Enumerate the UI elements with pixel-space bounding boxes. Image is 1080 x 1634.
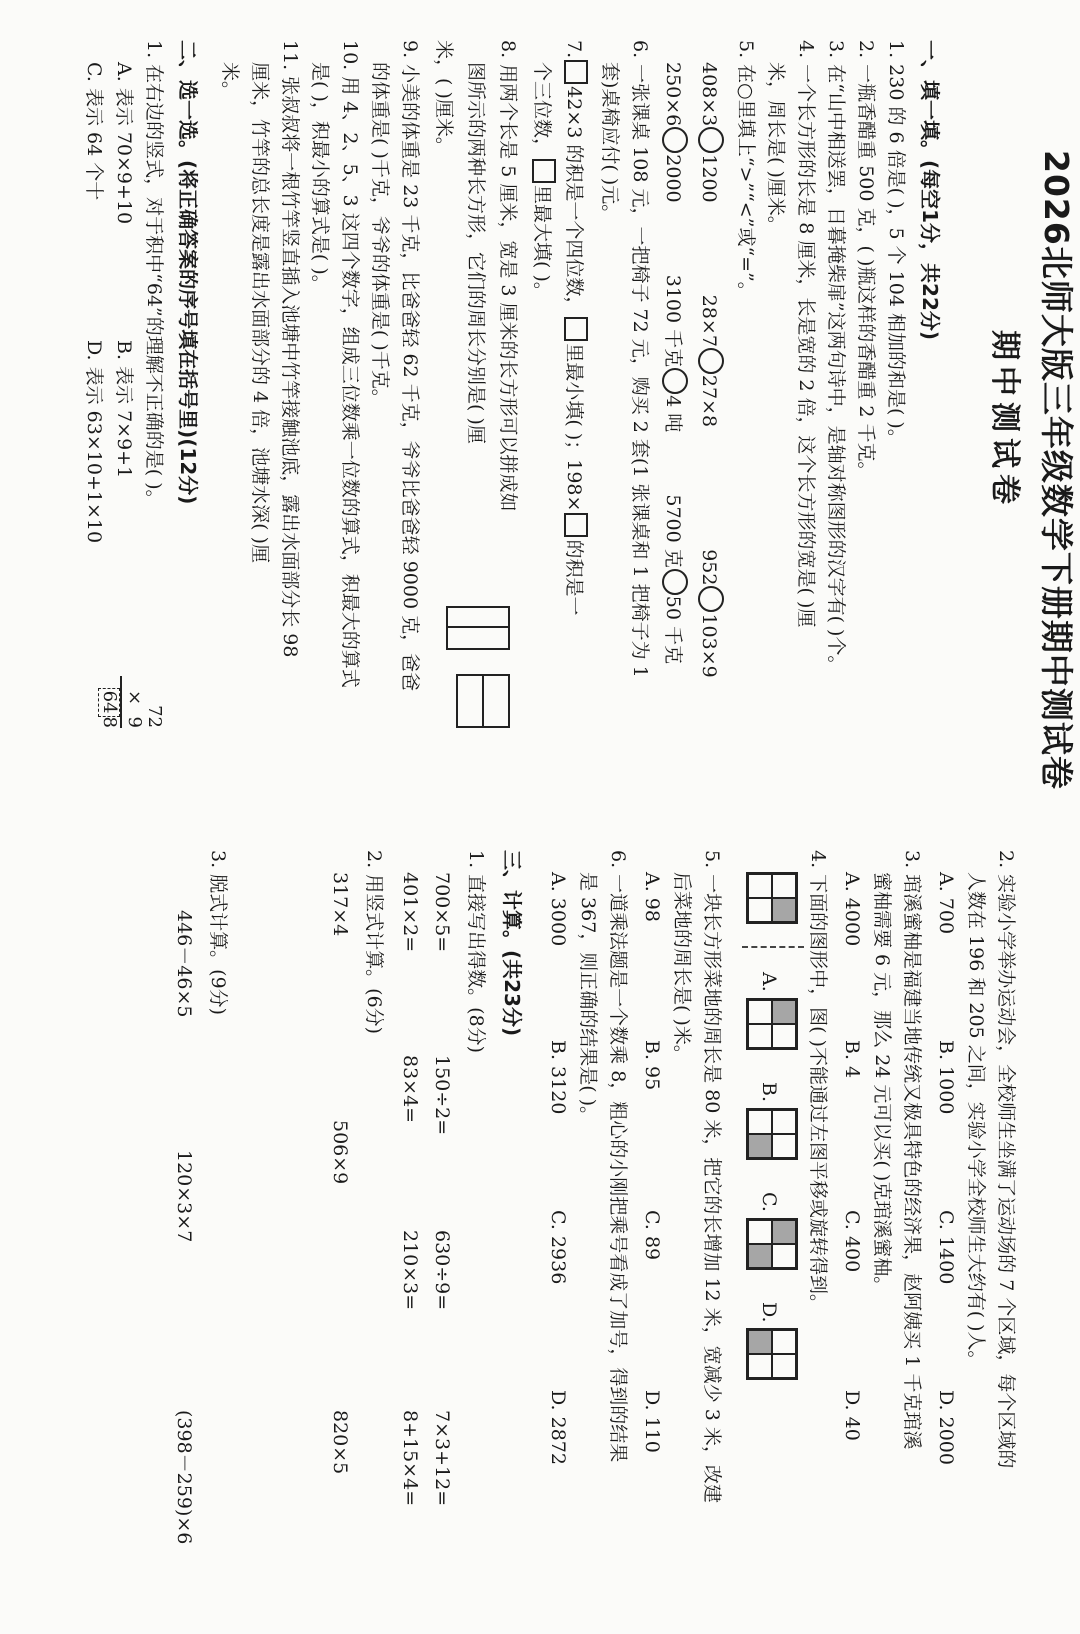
s1-q8-line1: 8. 用两个长是 5 厘米，宽是 3 厘米的长方形可以拼成如: [497, 40, 519, 512]
s2-q1-opt-b[interactable]: B. 表示 7×9+1: [113, 340, 135, 479]
s1-q11-line3: 米。: [219, 62, 241, 101]
s1-q6-line1: 6. 一张课桌 108 元，一把椅子 72 元，购买 2 套(1 张课桌和 1 把椅子为 1: [629, 40, 651, 678]
s2-q3-opt-c[interactable]: C. 400: [841, 1210, 863, 1273]
compare-circle[interactable]: [662, 569, 688, 595]
blank-square[interactable]: [564, 317, 588, 341]
s1-q9-line1: 9. 小美的体重是 23 千克，比爸爸轻 62 千克，爷爷比爸爸轻 9000 克，爸爸: [399, 40, 421, 692]
s1-q10-line2: 是( )，积最小的算式是( )。: [309, 62, 331, 294]
figure-option-a[interactable]: [746, 998, 798, 1050]
s1-q8-line3: 米，( )厘米。: [433, 40, 455, 156]
section1-heading: 一、填一填。(每空1分，共22分): [918, 40, 942, 341]
s1-q4-line1: 4. 一个长方形的长是 8 厘米，长是宽的 2 倍，这个长方形的宽是( )厘: [795, 40, 817, 628]
s2-q6-line2: 是 367，则正确的结果是( )。: [577, 872, 599, 1126]
figure-original: [746, 872, 798, 924]
s2-q1-opt-c[interactable]: C. 表示 64 个十: [83, 62, 105, 201]
last-digit: 8: [99, 716, 120, 728]
s2-q5-opt-d[interactable]: D. 110: [641, 1390, 663, 1453]
figure-option-b[interactable]: [746, 1108, 798, 1160]
blank-square[interactable]: [564, 60, 588, 84]
figure-divider: [742, 946, 804, 948]
s1-q5-row2: 250×62000 3100 千克4 吨 5700 克50 千克: [661, 62, 688, 664]
s2-q6-opt-c[interactable]: C. 2936: [547, 1210, 569, 1285]
section3-heading: 三、计算。(共23分): [500, 850, 524, 1037]
compare-circle[interactable]: [698, 348, 724, 374]
s3-q2-item2: 506×9: [329, 1120, 351, 1185]
s1-q5: 5. 在○里填上“>”“<”或“=”。: [735, 40, 757, 301]
s2-q5-line2: 后菜地的周长是( )米。: [671, 872, 693, 1064]
s2-q1: 1. 在右边的竖式，对于积中“64”的理解不正确的是( )。: [143, 40, 165, 509]
s2-q6-opt-a[interactable]: A. 3000: [547, 872, 569, 947]
s2-q3-opt-d[interactable]: D. 40: [841, 1390, 863, 1441]
s2-q6-line1: 6. 一道乘法题是一个数乘 8，粗心的小刚把乘号看成了加号，得到的结果: [607, 850, 629, 1463]
s3-q1-r1c2: 150÷2=: [431, 1055, 453, 1136]
s1-q9-line2: 的体重是( )千克，爷爷的体重是( )千克。: [369, 62, 391, 408]
s3-q2: 2. 用竖式计算。(6分): [363, 850, 385, 1035]
q4-label-d[interactable]: D.: [758, 1302, 780, 1323]
compare-circle[interactable]: [662, 368, 688, 394]
s1-q11-line1: 11. 张叔叔将一根竹竿竖直插入池塘中竹竿接触池底，露出水面部分长 98: [279, 40, 301, 658]
s2-q2-opt-c[interactable]: C. 1400: [935, 1210, 957, 1285]
s2-q5-line1: 5. 一块长方形菜地的周长是 80 米，把它的长增加 12 米，宽减少 3 米，改建: [701, 850, 723, 1503]
s1-q3: 3. 在“山中相送罢，日暮掩柴扉”这两句诗中，是轴对称图形的汉字有( )个。: [825, 40, 847, 675]
s1-q2: 2. 一瓶香醋重 500 克，( )瓶这样的香醋重 2 千克。: [855, 40, 877, 481]
s3-q1: 1. 直接写出得数。(8分): [465, 850, 487, 1054]
rect-figure-2: [456, 674, 510, 728]
exam-subtitle: 期中测试卷: [987, 330, 1022, 510]
s1-q7-line2: 个三位数，里最大填( )。: [530, 62, 556, 301]
s2-q3-line2: 蜜柚需要 6 元，那么 24 元可以买( )克琯溪蜜柚。: [871, 872, 893, 1296]
right-page: [0, 850, 1080, 1610]
s2-q3-line1: 3. 琯溪蜜柚是福建当地传统又极具特色的经济果，赵阿姨买 1 千克琯溪: [901, 850, 923, 1450]
s2-q6-opt-b[interactable]: B. 3120: [547, 1040, 569, 1115]
s2-q2-opt-d[interactable]: D. 2000: [935, 1390, 957, 1465]
s3-q3-item1: 446－46×5: [173, 910, 195, 1018]
rect-figure-1: [446, 606, 510, 650]
vertical-multiplication: 72 × 9 648: [98, 676, 164, 728]
s2-q2-opt-a[interactable]: A. 700: [935, 872, 957, 935]
s3-q2-item3: 820×5: [329, 1410, 351, 1475]
s2-q5-opt-b[interactable]: B. 95: [641, 1040, 663, 1091]
section2-heading: 二、选一选。(将正确答案的序号填在括号里)(12分): [176, 40, 200, 505]
s3-q1-r1c3: 630÷9=: [431, 1230, 453, 1311]
compare-circle[interactable]: [698, 586, 724, 612]
compare-circle[interactable]: [698, 127, 724, 153]
s3-q1-r2c2: 83×4=: [399, 1055, 421, 1124]
s2-q2-opt-b[interactable]: B. 1000: [935, 1040, 957, 1115]
s1-q7-line1: 7.42×3 的积是一个四位数，里最小填( )；198×的积是一: [562, 40, 588, 615]
s3-q1-r2c1: 401×2=: [399, 872, 421, 953]
q4-label-c[interactable]: C.: [758, 1192, 780, 1212]
s1-q8-line2: 图所示的两种长方形，它们的周长分别是( )厘: [465, 62, 487, 444]
s2-q1-opt-d[interactable]: D. 表示 63×10+1×10: [83, 340, 105, 544]
s1-q6-line2: 套)桌椅应付( )元。: [599, 62, 621, 224]
marked-digits: 64: [98, 688, 120, 717]
s2-q1-opt-a[interactable]: A. 表示 70×9+10: [113, 62, 135, 225]
s2-q5-opt-c[interactable]: C. 89: [641, 1210, 663, 1261]
left-page: [0, 40, 1080, 820]
blank-square[interactable]: [532, 159, 556, 183]
s3-q1-r1c1: 700×5=: [431, 872, 453, 953]
s1-q1: 1. 230 的 6 倍是( )，5 个 104 相加的和是( )。: [885, 40, 907, 448]
s3-q3-item3: (398－259)×6: [173, 1410, 195, 1545]
q4-label-a[interactable]: A.: [758, 972, 780, 992]
s2-q2-line2: 人数在 196 和 205 之间，实验小学全校师生大约有( )人。: [965, 872, 987, 1370]
compare-circle[interactable]: [662, 127, 688, 153]
s1-q11-line2: 厘米，竹竿的总长度是露出水面部分的 4 倍，池塘水深( )厘: [249, 62, 271, 564]
s2-q4: 4. 下面的图形中，图( )不能通过左图平移或旋转得到。: [807, 850, 829, 1314]
s2-q2-line1: 2. 实验小学举办运动会，全校师生坐满了运动场的 7 个区域，每个区域的: [995, 850, 1017, 1469]
s3-q1-r2c3: 210×3=: [399, 1230, 421, 1311]
s2-q5-opt-a[interactable]: A. 98: [641, 872, 663, 922]
s2-q3-opt-a[interactable]: A. 4000: [841, 872, 863, 947]
s3-q2-item1: 317×4: [329, 872, 351, 937]
q4-label-b[interactable]: B.: [758, 1082, 780, 1103]
s1-q5-row1: 408×31200 28×727×8 952103×9: [697, 62, 724, 678]
s3-q1-r1c4: 7×3+12=: [431, 1410, 453, 1507]
blank-square[interactable]: [564, 513, 588, 537]
s3-q3: 3. 脱式计算。(9分): [207, 850, 229, 1016]
s2-q6-opt-d[interactable]: D. 2872: [547, 1390, 569, 1465]
s1-q4-line2: 米，周长是( )厘米。: [765, 62, 787, 235]
s1-q10-line1: 10. 用 4、2、5、3 这四个数字，组成三位数乘一位数的算式，积最大的算式: [339, 40, 361, 688]
exam-title: 2026北师大版三年级数学下册期中测试卷: [1037, 150, 1076, 790]
figure-option-c[interactable]: [746, 1218, 798, 1270]
s3-q3-item2: 120×3×7: [173, 1150, 195, 1243]
s2-q3-opt-b[interactable]: B. 4: [841, 1040, 863, 1079]
figure-option-d[interactable]: [746, 1328, 798, 1380]
s3-q1-r2c4: 8+15×4=: [399, 1410, 421, 1507]
